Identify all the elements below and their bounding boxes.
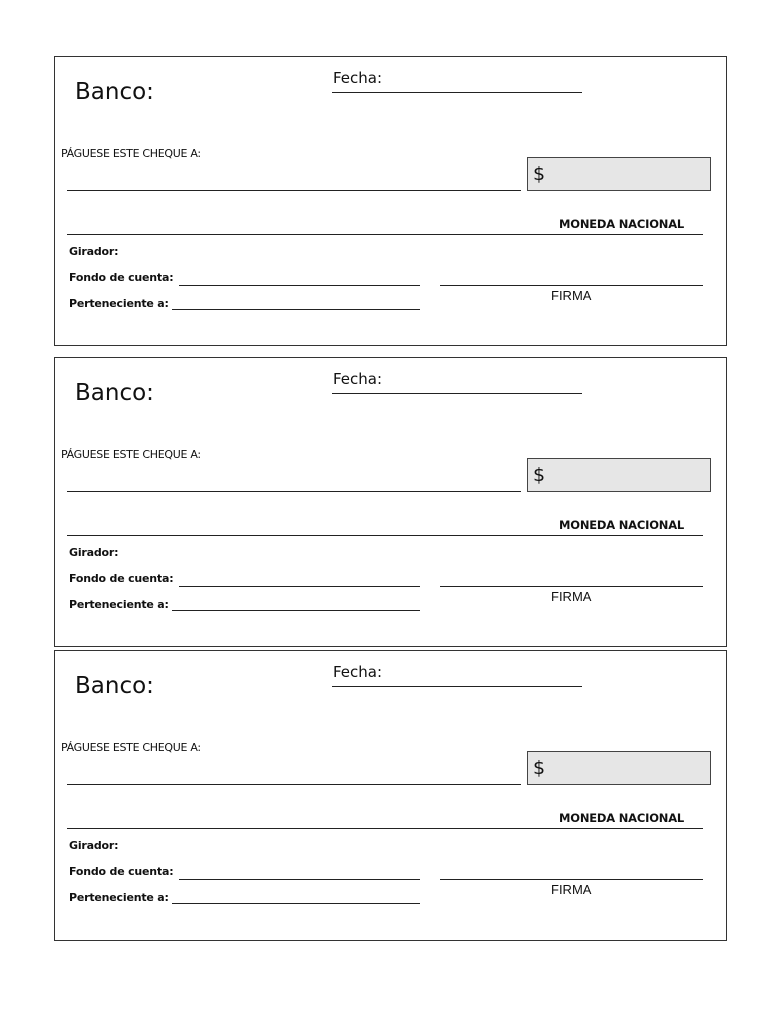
drawer-label: Girador: [69,839,119,852]
payee-label: PÁGUESE ESTE CHEQUE A: [61,147,201,160]
currency-label: MONEDA NACIONAL [559,811,685,825]
amount-in-words-line[interactable] [67,828,703,829]
dollar-sign: $ [533,464,546,486]
account-field-line[interactable] [179,879,420,880]
signature-line[interactable] [440,879,703,880]
account-label: Fondo de cuenta: [69,572,174,585]
amount-in-words-line[interactable] [67,535,703,536]
date-field-line[interactable] [332,92,582,93]
owner-label: Perteneciente a: [69,598,169,611]
payee-field-line[interactable] [67,190,521,191]
account-label: Fondo de cuenta: [69,865,174,878]
signature-line[interactable] [440,586,703,587]
signature-line[interactable] [440,285,703,286]
owner-field-line[interactable] [172,903,420,904]
amount-field[interactable] [527,751,711,785]
date-label: Fecha: [333,663,383,681]
signature-label: FIRMA [551,288,592,303]
payee-field-line[interactable] [67,491,521,492]
cheque-3 [54,650,727,941]
drawer-label: Girador: [69,546,119,559]
account-field-line[interactable] [179,586,420,587]
currency-label: MONEDA NACIONAL [559,217,685,231]
owner-label: Perteneciente a: [69,297,169,310]
account-field-line[interactable] [179,285,420,286]
date-label: Fecha: [333,370,383,388]
bank-label: Banco: [75,380,154,406]
drawer-label: Girador: [69,245,119,258]
date-field-line[interactable] [332,393,582,394]
cheque-1 [54,56,727,346]
payee-label: PÁGUESE ESTE CHEQUE A: [61,741,201,754]
owner-label: Perteneciente a: [69,891,169,904]
dollar-sign: $ [533,163,546,185]
date-field-line[interactable] [332,686,582,687]
account-label: Fondo de cuenta: [69,271,174,284]
dollar-sign: $ [533,757,546,779]
signature-label: FIRMA [551,882,592,897]
payee-field-line[interactable] [67,784,521,785]
owner-field-line[interactable] [172,309,420,310]
signature-label: FIRMA [551,589,592,604]
bank-label: Banco: [75,673,154,699]
bank-label: Banco: [75,79,154,105]
amount-field[interactable] [527,458,711,492]
cheque-2 [54,357,727,647]
amount-field[interactable] [527,157,711,191]
date-label: Fecha: [333,69,383,87]
amount-in-words-line[interactable] [67,234,703,235]
payee-label: PÁGUESE ESTE CHEQUE A: [61,448,201,461]
currency-label: MONEDA NACIONAL [559,518,685,532]
owner-field-line[interactable] [172,610,420,611]
